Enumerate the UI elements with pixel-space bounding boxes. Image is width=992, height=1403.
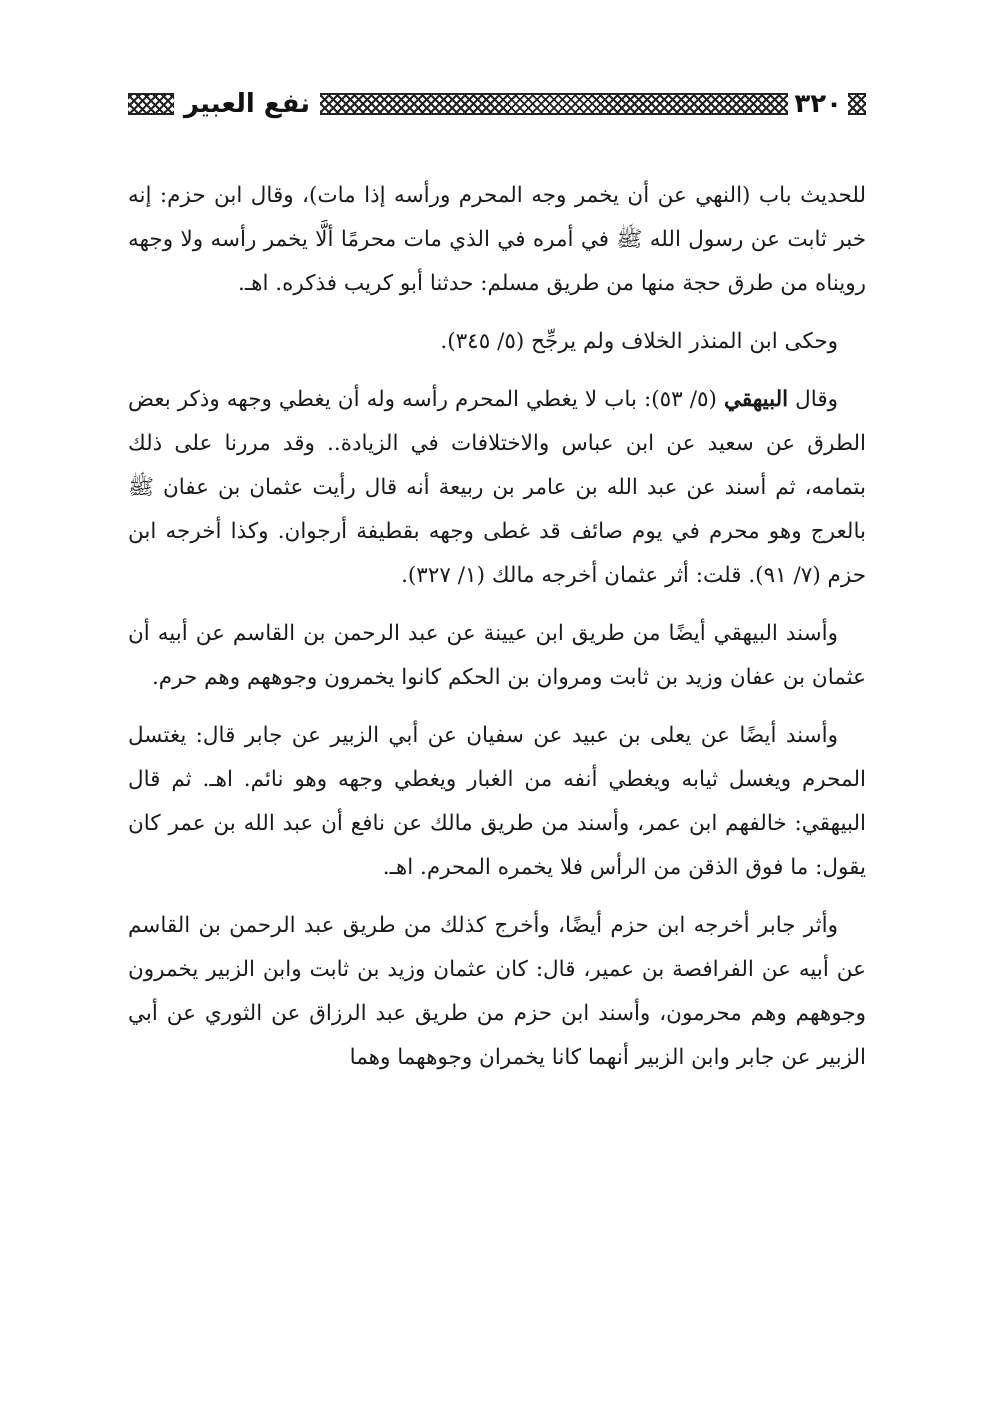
book-title: نفع العبير <box>184 89 311 119</box>
running-header <box>128 78 866 130</box>
paragraph-6: وأثر جابر أخرجه ابن حزم أيضًا، وأخرج كذلك من طريق عبد الرحمن بن القاسم عن أبيه عن الفرافصة بن عمير، قال: كان عثمان وزيد بن ثابت وابن الزبير يخمرون وجوههم وهم محرمون، وأسند ابن حزم من طريق عبد الرزاق عن الثوري عن أبي الزبير عن جابر وابن الزبير أنهما كانا يخمران وجوههما وهما <box>128 913 866 1070</box>
body-text <box>128 174 866 1080</box>
page-number: ٣٢٠ <box>794 89 842 119</box>
paragraph-3-rest: (٥/ ٥٣): باب لا يغطي المحرم رأسه وله أن يغطي وجهه وذكر بعض الطرق عن سعيد عن ابن عباس والاختلافات في الزيادة.. وقد مررنا على ذلك بتمامه، ثم أسند عن عبد الله بن عامر بن ربيعة أنه قال رأيت عثمان بن عفان ﷺ بالعرج وهو محرم في يوم صائف قد غطى وجهه بقطيفة أرجوان. وكذا أخرجه ابن حزم (٧/ ٩١). قلت: أثر عثمان أخرجه مالك (١/ ٣٢٧). <box>128 387 866 588</box>
ornament-border-middle <box>320 93 788 115</box>
paragraph-3-lead: وقال <box>788 387 838 412</box>
paragraph-1: للحديث باب (النهي عن أن يخمر وجه المحرم ورأسه إذا مات)، وقال ابن حزم: إنه خبر ثابت عن رسول الله ﷺ في أمره في الذي مات محرمًا ألَّا يخمر رأسه ولا وجهه رويناه من طرق حجة منها من طريق مسلم: حدثنا أبو كريب فذكره. اهـ. <box>128 183 866 296</box>
page <box>128 78 866 1094</box>
ornament-border-right <box>848 93 866 115</box>
paragraph-5: وأسند أيضًا عن يعلى بن عبيد عن سفيان عن أبي الزبير عن جابر قال: يغتسل المحرم ويغسل ثيابه ويغطي أنفه من الغبار ويغطي وجهه وهو نائم. اهـ. ثم قال البيهقي: خالفهم ابن عمر، وأسند من طريق مالك عن نافع أن عبد الله بن عمر كان يقول: ما فوق الذقن من الرأس فلا يخمره المحرم. اهـ. <box>128 723 866 880</box>
paragraph-3 <box>128 378 866 598</box>
ornament-border-left <box>128 93 174 115</box>
paragraph-2: وحكى ابن المنذر الخلاف ولم يرجِّح (٥/ ٣٤٥). <box>440 329 838 354</box>
author-name-bold: البيهقي <box>723 387 789 412</box>
paragraph-4: وأسند البيهقي أيضًا من طريق ابن عيينة عن عبد الرحمن بن القاسم عن أبيه أن عثمان بن عفان وزيد بن ثابت ومروان بن الحكم كانوا يخمرون وجوههم وهم حرم. <box>128 621 866 690</box>
